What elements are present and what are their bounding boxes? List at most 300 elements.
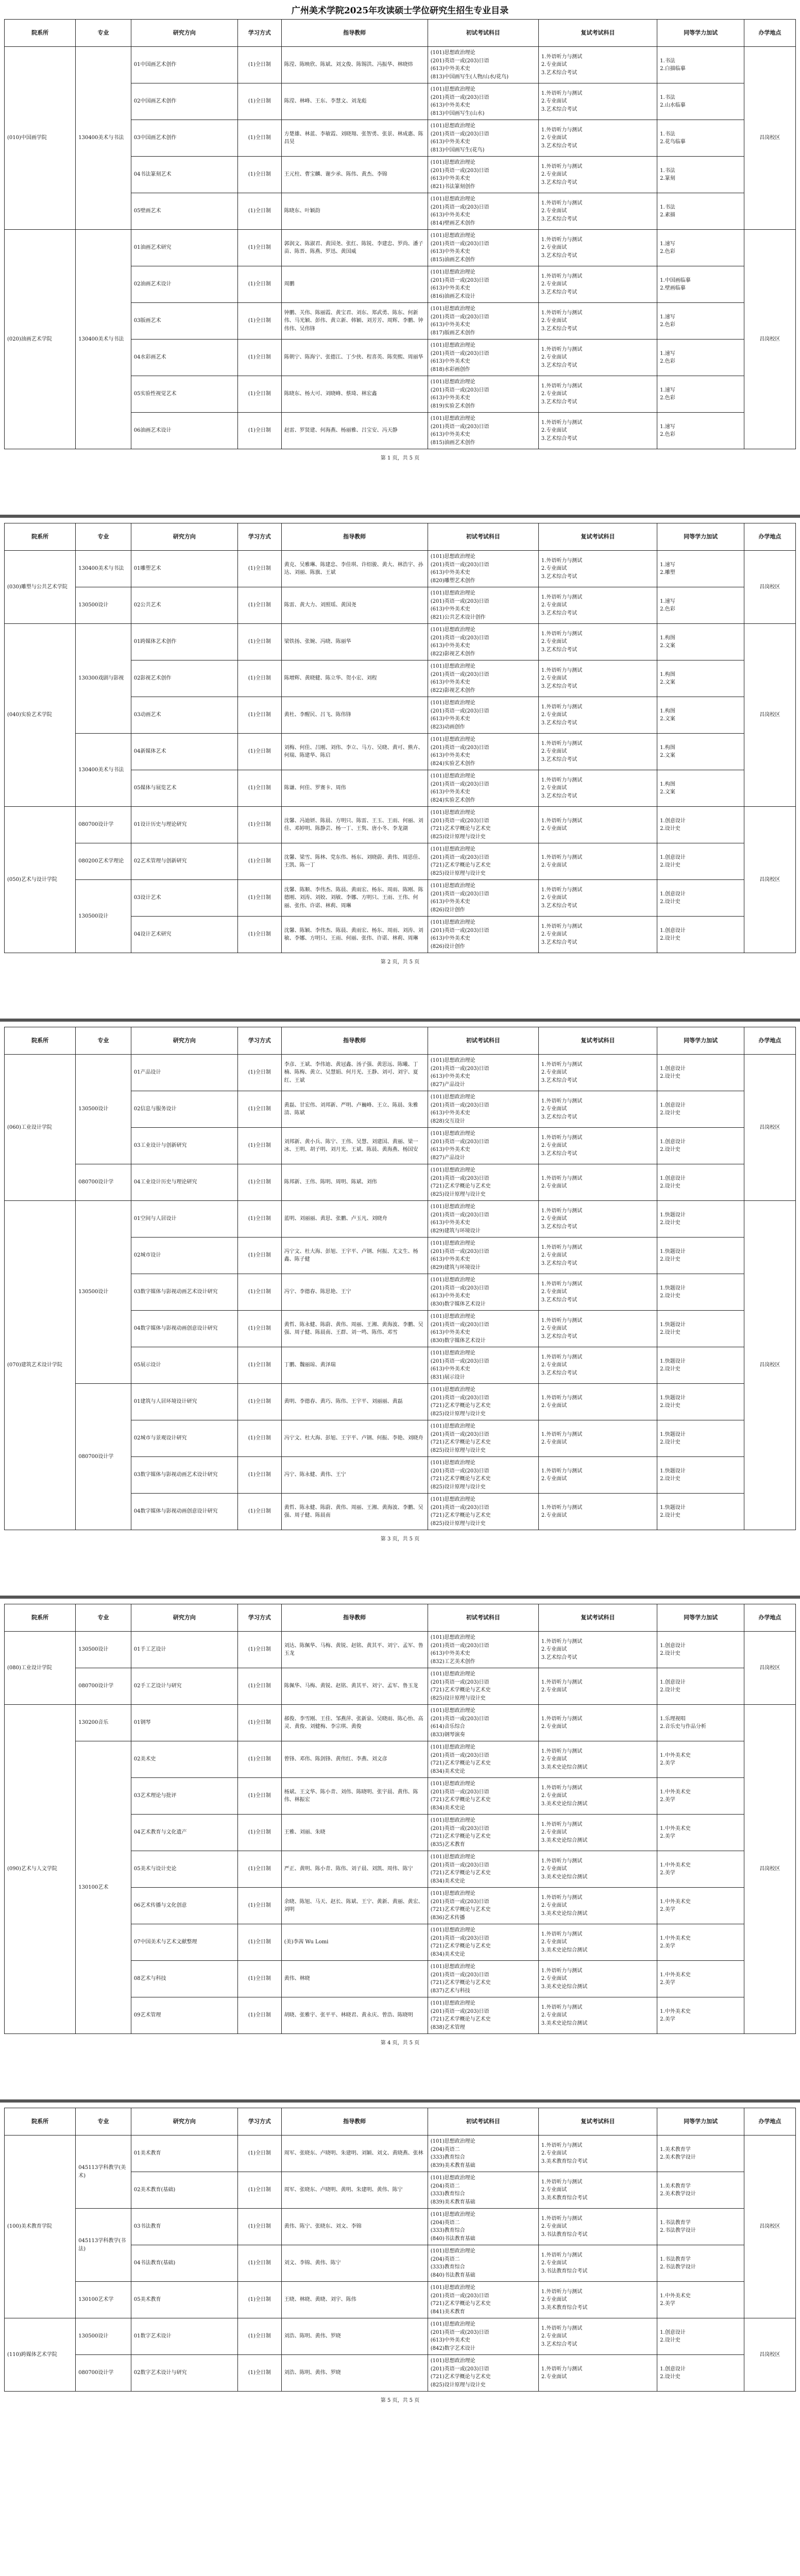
cell-extra-test: 1.速写 2.色彩 <box>657 340 744 376</box>
cell-research-direction: 01设计历史与理论研究 <box>131 807 237 843</box>
cell-retest-subjects: 1.外语听力与测试 2.专业面试 3.艺术综合考试 <box>538 1347 657 1384</box>
cell-campus: 昌岗校区 <box>744 47 796 230</box>
cell-exam-subjects: (101)思想政治理论 (201)英语一或(203)日语 (613)中外美术史 (817)版画艺术创作 <box>428 303 538 340</box>
cell-study-mode: (1)全日制 <box>238 1888 281 1924</box>
cell-research-direction: 04新媒体艺术 <box>131 734 237 770</box>
cell-exam-subjects: (101)思想政治理论 (201)英语一或(203)日语 (613)中外美术史 (832)工艺美术创作 <box>428 1632 538 1668</box>
cell-research-direction: 02数字艺术设计与研究 <box>131 2355 237 2392</box>
cell-study-mode: (1)全日制 <box>238 1741 281 1778</box>
header-research-direction: 研究方向 <box>131 1027 237 1055</box>
cell-research-direction: 03版画艺术 <box>131 303 237 340</box>
header-extra-test: 同等学力加试 <box>657 1604 744 1632</box>
cell-supervisors: 郝俊、李雪刚、王佳、邹燕萍、张新泉、吴晓雨、陈心怡、高灵、黄俊、刘健梅、李宗琪、黄俊 <box>281 1705 428 1741</box>
cell-retest-subjects: 1.外语听力与测试 2.专业面试 <box>538 807 657 843</box>
cell-extra-test: 1.中外美术史 2.美学 <box>657 1741 744 1778</box>
cell-extra-test: 1.中外美术史 2.美学 <box>657 1815 744 1851</box>
cell-study-mode: (1)全日制 <box>238 1997 281 2034</box>
cell-exam-subjects: (101)思想政治理论 (201)英语一或(203)日语 (613)中外美术史 (830)数字媒体艺术设计 <box>428 1311 538 1347</box>
cell-campus: 昌岗校区 <box>744 624 796 807</box>
cell-research-direction: 02油画艺术设计 <box>131 266 237 303</box>
cell-exam-subjects: (101)思想政治理论 (201)英语一或(203)日语 (721)艺术学概论与艺术史 (825)设计原理与设计史 <box>428 1457 538 1494</box>
cell-study-mode: (1)全日制 <box>238 2355 281 2392</box>
cell-exam-subjects: (101)思想政治理论 (201)英语一或(203)日语 (721)艺术学概论与艺术史 (838)艺术管理 <box>428 1997 538 2034</box>
table-row <box>5 1384 796 1420</box>
cell-extra-test: 1.构图 2.文案 <box>657 624 744 660</box>
cell-extra-test: 1.中外美术史 2.美学 <box>657 1888 744 1924</box>
cell-study-mode: (1)全日制 <box>238 83 281 120</box>
table-row <box>5 587 796 624</box>
cell-exam-subjects: (101)思想政治理论 (201)英语一或(203)日语 (613)中外美术史 (842)数字艺术设计 <box>428 2318 538 2355</box>
cell-retest-subjects: 1.外语听力与测试 2.专业面试 3.美术史论综合测试 <box>538 1924 657 1961</box>
header-research-direction: 研究方向 <box>131 1604 237 1632</box>
cell-retest-subjects: 1.外语听力与测试 2.专业面试 3.艺术综合考试 <box>538 2318 657 2355</box>
cell-supervisors: 刘梅、何佳、吕刚、刘伟、李立、马方、吴晓、黄可、熊卉、何瑞、陈建华、陈启 <box>281 734 428 770</box>
cell-exam-subjects: (101)思想政治理论 (201)英语一或(203)日语 (613)中外美术史 (827)产品设计 <box>428 1128 538 1164</box>
cell-extra-test: 1.创意设计 2.设计史 <box>657 1128 744 1164</box>
cell-extra-test: 1.中外美术史 2.美学 <box>657 1997 744 2034</box>
header-supervisors: 指导教师 <box>281 20 428 47</box>
catalog-page-2 <box>0 518 800 969</box>
cell-research-direction: 05媒体与展览艺术 <box>131 770 237 807</box>
cell-retest-subjects: 1.外语听力与测试 2.专业面试 3.艺术综合考试 <box>538 376 657 413</box>
cell-extra-test: 1.速写 2.色彩 <box>657 413 744 449</box>
cell-research-direction: 03书法教育 <box>131 2209 237 2245</box>
cell-retest-subjects: 1.外语听力与测试 2.专业面试 3.艺术综合考试 <box>538 157 657 193</box>
cell-research-direction: 04水彩画艺术 <box>131 340 237 376</box>
header-major: 专业 <box>76 1604 131 1632</box>
cell-supervisors: 黄明、李德春、黄巧、陈伟、王宇平、刘丽丽、黄磊 <box>281 1384 428 1420</box>
cell-retest-subjects: 1.外语听力与测试 2.专业面试 3.美术史论综合测试 <box>538 1997 657 2034</box>
cell-campus: 昌岗校区 <box>744 1632 796 1705</box>
cell-exam-subjects: (101)思想政治理论 (201)英语一或(203)日语 (613)中外美术史 (813)中国画写生(人物/山水/花鸟) <box>428 47 538 83</box>
cell-retest-subjects: 1.外语听力与测试 2.专业面试 3.艺术综合考试 <box>538 1238 657 1274</box>
catalog-table <box>4 1604 796 2034</box>
cell-exam-subjects: (101)思想政治理论 (201)英语一或(203)日语 (613)中外美术史 (815)油画艺术创作 <box>428 230 538 266</box>
cell-study-mode: (1)全日制 <box>238 230 281 266</box>
cell-retest-subjects: 1.外语听力与测试 2.专业面试 3.艺术综合考试 <box>538 1632 657 1668</box>
cell-extra-test: 1.创意设计 2.设计史 <box>657 843 744 880</box>
cell-exam-subjects: (101)思想政治理论 (201)英语一或(203)日语 (613)中外美术史 (813)中国画写生(花鸟) <box>428 120 538 157</box>
cell-extra-test: 1.构图 2.文案 <box>657 770 744 807</box>
cell-supervisors: 陈滢、林峰、王东、李慧文、刘龙彪 <box>281 83 428 120</box>
cell-supervisors: 严正、黄明、陈小青、陈伟、刘子晨、刘凯、周伟、陈宁 <box>281 1851 428 1888</box>
header-campus: 办学地点 <box>744 1604 796 1632</box>
cell-study-mode: (1)全日制 <box>238 1164 281 1201</box>
cell-supervisors: 冯宁文、杜大海、彭旭、王宇平、卢钢、何振、李艳、刘晓舟 <box>281 1420 428 1457</box>
cell-extra-test: 1.快题设计 2.设计史 <box>657 1201 744 1238</box>
cell-extra-test: 1.书法教育学 2.书法教学设计 <box>657 2209 744 2245</box>
cell-extra-test: 1.书法 2.篆刻 <box>657 157 744 193</box>
cell-campus: 昌岗校区 <box>744 807 796 953</box>
cell-study-mode: (1)全日制 <box>238 376 281 413</box>
cell-study-mode: (1)全日制 <box>238 1347 281 1384</box>
cell-department: (010)中国画学院 <box>5 47 76 230</box>
cell-supervisors: 梁铁扬、张婉、冯晓、陈丽华 <box>281 624 428 660</box>
header-retest-subjects: 复试考试科目 <box>538 2108 657 2136</box>
cell-extra-test: 1.中外美术史 2.美学 <box>657 1851 744 1888</box>
cell-research-direction: 05美术教育 <box>131 2282 237 2318</box>
cell-research-direction: 03设计艺术 <box>131 880 237 917</box>
cell-major: 130400美术与书法 <box>76 47 131 230</box>
cell-retest-subjects: 1.外语听力与测试 2.专业面试 3.书法教育综合考试 <box>538 2245 657 2282</box>
cell-retest-subjects: 1.外语听力与测试 2.专业面试 3.艺术综合考试 <box>538 1274 657 1311</box>
cell-extra-test: 1.构图 2.文案 <box>657 734 744 770</box>
cell-research-direction: 03数字媒体与影视动画艺术设计研究 <box>131 1274 237 1311</box>
cell-campus: 昌岗校区 <box>744 2136 796 2318</box>
cell-supervisors: 刘浩、陈明、黄伟、罗晓 <box>281 2318 428 2355</box>
cell-retest-subjects: 1.外语听力与测试 2.专业面试 3.艺术综合考试 <box>538 660 657 697</box>
cell-extra-test: 1.构图 2.文案 <box>657 697 744 734</box>
table-row <box>5 880 796 917</box>
table-row <box>5 2209 796 2245</box>
cell-department: (100)美术教育学院 <box>5 2136 76 2318</box>
cell-study-mode: (1)全日制 <box>238 1668 281 1705</box>
cell-study-mode: (1)全日制 <box>238 807 281 843</box>
cell-major: 130300戏剧与影视 <box>76 624 131 734</box>
cell-study-mode: (1)全日制 <box>238 1815 281 1851</box>
header-major: 专业 <box>76 2108 131 2136</box>
header-study-mode: 学习方式 <box>238 523 281 551</box>
header-study-mode: 学习方式 <box>238 2108 281 2136</box>
header-study-mode: 学习方式 <box>238 20 281 47</box>
cell-retest-subjects: 1.外语听力与测试 2.专业面试 3.艺术综合考试 <box>538 1311 657 1347</box>
table-row <box>5 1055 796 1091</box>
cell-exam-subjects: (101)思想政治理论 (201)英语一或(203)日语 (613)中外美术史 (830)数字媒体艺术设计 <box>428 1274 538 1311</box>
cell-research-direction: 04工业设计历史与理论研究 <box>131 1164 237 1201</box>
cell-supervisors: 王雅、刘丽、朱晓 <box>281 1815 428 1851</box>
cell-study-mode: (1)全日制 <box>238 1420 281 1457</box>
cell-research-direction: 01建筑与人居环境设计研究 <box>131 1384 237 1420</box>
header-exam-subjects: 初试考试科目 <box>428 1604 538 1632</box>
cell-research-direction: 06艺术传播与文化创意 <box>131 1888 237 1924</box>
table-row <box>5 551 796 587</box>
cell-research-direction: 01雕塑艺术 <box>131 551 237 587</box>
cell-retest-subjects: 1.外语听力与测试 2.专业面试 <box>538 2355 657 2392</box>
header-study-mode: 学习方式 <box>238 1604 281 1632</box>
cell-department: (080)工业设计学院 <box>5 1632 76 1705</box>
cell-research-direction: 02美术教育(基础) <box>131 2172 237 2209</box>
cell-supervisors: 胡晓、张雅宇、张平平、林晓君、黄永庆、曾浩、陈晓明 <box>281 1997 428 2034</box>
cell-supervisors: 刘邦新、黄小兵、陈宁、王伟、吴慧、刘建国、黄丽、梁一冰、王明、胡子明、刘月光、王斌、陈晨、黄海燕、杨国安 <box>281 1128 428 1164</box>
table-row <box>5 1164 796 1201</box>
cell-exam-subjects: (101)思想政治理论 (201)英语一或(203)日语 (613)中外美术史 (814)壁画艺术创作 <box>428 193 538 230</box>
cell-study-mode: (1)全日制 <box>238 660 281 697</box>
cell-retest-subjects: 1.外语听力与测试 2.专业面试 <box>538 1705 657 1741</box>
cell-research-direction: 04数字媒体与影视动画创意设计研究 <box>131 1311 237 1347</box>
header-study-mode: 学习方式 <box>238 1027 281 1055</box>
cell-retest-subjects: 1.外语听力与测试 2.专业面试 3.艺术综合考试 <box>538 734 657 770</box>
cell-retest-subjects: 1.外语听力与测试 2.专业面试 3.艺术综合考试 <box>538 1055 657 1091</box>
cell-research-direction: 05壁画艺术 <box>131 193 237 230</box>
cell-study-mode: (1)全日制 <box>238 1494 281 1530</box>
cell-study-mode: (1)全日制 <box>238 1055 281 1091</box>
cell-major: 130200音乐 <box>76 1705 131 1741</box>
header-major: 专业 <box>76 523 131 551</box>
cell-extra-test: 1.书法 2.白描临摹 <box>657 47 744 83</box>
cell-retest-subjects: 1.外语听力与测试 2.专业面试 3.艺术综合考试 <box>538 587 657 624</box>
cell-major: 080700设计学 <box>76 1384 131 1530</box>
table-header-row <box>5 523 796 551</box>
header-retest-subjects: 复试考试科目 <box>538 20 657 47</box>
cell-department: (040)实验艺术学院 <box>5 624 76 807</box>
cell-research-direction: 01油画艺术研究 <box>131 230 237 266</box>
table-row <box>5 843 796 880</box>
cell-retest-subjects: 1.外语听力与测试 2.专业面试 3.艺术综合考试 <box>538 697 657 734</box>
cell-study-mode: (1)全日制 <box>238 1274 281 1311</box>
catalog-table <box>4 19 796 449</box>
cell-research-direction: 01跨媒体艺术创作 <box>131 624 237 660</box>
cell-major: 130400美术与书法 <box>76 551 131 587</box>
table-row <box>5 1632 796 1668</box>
cell-exam-subjects: (101)思想政治理论 (201)英语一或(203)日语 (613)中外美术史 (823)动画创作 <box>428 697 538 734</box>
cell-retest-subjects: 1.外语听力与测试 2.专业面试 3.美术史论综合测试 <box>538 1815 657 1851</box>
cell-extra-test: 1.书法 2.山水临摹 <box>657 83 744 120</box>
cell-supervisors: 曾锋、邓伟、陈剑锋、黄伟红、李燕、刘文彦 <box>281 1741 428 1778</box>
cell-exam-subjects: (101)思想政治理论 (201)英语一或(203)日语 (613)中外美术史 (824)实验艺术创作 <box>428 770 538 807</box>
cell-exam-subjects: (101)思想政治理论 (201)英语一或(203)日语 (721)艺术学概论与艺术史 (834)美术史论 <box>428 1924 538 1961</box>
cell-retest-subjects: 1.外语听力与测试 2.专业面试 3.艺术综合考试 <box>538 340 657 376</box>
cell-research-direction: 03工业设计与创新研究 <box>131 1128 237 1164</box>
header-department: 院系所 <box>5 20 76 47</box>
page-number: 第 5 页，共 5 页 <box>380 2398 420 2403</box>
cell-retest-subjects: 1.外语听力与测试 2.专业面试 3.艺术综合考试 <box>538 880 657 917</box>
header-campus: 办学地点 <box>744 523 796 551</box>
cell-research-direction: 03动画艺术 <box>131 697 237 734</box>
cell-extra-test: 1.创意设计 2.设计史 <box>657 2355 744 2392</box>
header-major: 专业 <box>76 1027 131 1055</box>
cell-supervisors: 黄杜、李醒民、吕飞、陈伟锋 <box>281 697 428 734</box>
cell-retest-subjects: 1.外语听力与测试 2.专业面试 3.美术教育综合考试 <box>538 2282 657 2318</box>
cell-supervisors: 陈雷、黄大力、刘照瑶、黄国尧 <box>281 587 428 624</box>
cell-supervisors: 黄克、吴雅琳、陈建忠、李佳琪、许绍骏、黄大、林浩宇、孙达、刘丽、陈旗、王斌 <box>281 551 428 587</box>
cell-supervisors: 钟鹏、关伟、陈丽霞、黄宝君、刘东、郑武勇、陈东、何新伟、马光颖、彭伟、黄立新、韩颖、刘芳芳、周辉、李鹏、钟伟伟、吴伟锋 <box>281 303 428 340</box>
cell-retest-subjects: 1.外语听力与测试 2.专业面试 3.艺术综合考试 <box>538 266 657 303</box>
cell-supervisors: 黄伟、陈宁、张晓东、刘文、李锦 <box>281 2209 428 2245</box>
cell-research-direction: 02手工艺设计与研究 <box>131 1668 237 1705</box>
cell-extra-test: 1.书法 2.花鸟临摹 <box>657 120 744 157</box>
cell-retest-subjects: 1.外语听力与测试 2.专业面试 <box>538 1457 657 1494</box>
cell-extra-test: 1.创意设计 2.设计史 <box>657 917 744 953</box>
cell-major: 130500设计 <box>76 1632 131 1668</box>
cell-research-direction: 03数字媒体与影视动画艺术设计研究 <box>131 1457 237 1494</box>
table-row <box>5 2355 796 2392</box>
cell-campus: 昌岗校区 <box>744 1705 796 2034</box>
cell-exam-subjects: (101)思想政治理论 (201)英语一或(203)日语 (721)艺术学概论与艺术史 (834)美术史论 <box>428 1778 538 1815</box>
cell-study-mode: (1)全日制 <box>238 1201 281 1238</box>
page-number: 第 1 页，共 5 页 <box>380 455 420 461</box>
table-row <box>5 1705 796 1741</box>
cell-study-mode: (1)全日制 <box>238 340 281 376</box>
cell-major: 080700设计学 <box>76 1668 131 1705</box>
cell-extra-test: 1.速写 2.色彩 <box>657 230 744 266</box>
header-campus: 办学地点 <box>744 1027 796 1055</box>
cell-major: 080700设计学 <box>76 2355 131 2392</box>
cell-extra-test: 1.书法 2.素描 <box>657 193 744 230</box>
cell-extra-test: 1.快题设计 2.设计史 <box>657 1347 744 1384</box>
cell-supervisors: 冯宁文、杜大海、彭旭、王宇平、卢钢、何振、尤文生、杨鑫、陈子健 <box>281 1238 428 1274</box>
catalog-table <box>4 523 796 953</box>
cell-study-mode: (1)全日制 <box>238 1457 281 1494</box>
cell-supervisors: 陈邦新、王伟、陈明、周明、陈斌、刘伟 <box>281 1164 428 1201</box>
header-department: 院系所 <box>5 2108 76 2136</box>
table-header-row <box>5 2108 796 2136</box>
cell-research-direction: 02城市设计 <box>131 1238 237 1274</box>
header-campus: 办学地点 <box>744 20 796 47</box>
cell-research-direction: 07中国美术与艺术文献整理 <box>131 1924 237 1961</box>
cell-exam-subjects: (101)思想政治理论 (204)英语二 (333)教育综合 (839)美术教育基础 <box>428 2172 538 2209</box>
header-extra-test: 同等学力加试 <box>657 523 744 551</box>
cell-exam-subjects: (101)思想政治理论 (201)英语一或(203)日语 (613)中外美术史 (820)雕塑艺术创作 <box>428 551 538 587</box>
cell-research-direction: 02信息与服务设计 <box>131 1091 237 1128</box>
header-supervisors: 指导教师 <box>281 523 428 551</box>
catalog-page-1 <box>0 0 800 465</box>
cell-supervisors: 冯宁、陈永健、黄伟、王宁 <box>281 1457 428 1494</box>
cell-supervisors: 刘文、李锦、黄伟、陈宁 <box>281 2245 428 2282</box>
cell-research-direction: 03中国画艺术创作 <box>131 120 237 157</box>
catalog-table <box>4 2108 796 2392</box>
cell-retest-subjects: 1.外语听力与测试 2.专业面试 3.艺术综合考试 <box>538 230 657 266</box>
header-supervisors: 指导教师 <box>281 2108 428 2136</box>
cell-research-direction: 05美术与设计史论 <box>131 1851 237 1888</box>
cell-exam-subjects: (101)思想政治理论 (201)英语一或(203)日语 (613)中外美术史 (826)设计创作 <box>428 917 538 953</box>
page-number: 第 2 页，共 5 页 <box>380 959 420 965</box>
cell-extra-test: 1.创意设计 2.设计史 <box>657 880 744 917</box>
table-row <box>5 1668 796 1705</box>
cell-supervisors: 冯宁、李德春、陈思艳、王宁 <box>281 1274 428 1311</box>
header-supervisors: 指导教师 <box>281 1027 428 1055</box>
cell-supervisors: 王元柱、曹宝麟、谢少承、陈伟、黄杰、李锦 <box>281 157 428 193</box>
page-gap <box>0 2050 800 2099</box>
cell-extra-test: 1.快题设计 2.设计史 <box>657 1420 744 1457</box>
cell-department: (110)跨媒体艺术学院 <box>5 2318 76 2392</box>
cell-supervisors: 陈朝宁、陈海宁、张德江、丁少侠、程喜英、陈奕熙、周丽华 <box>281 340 428 376</box>
cell-supervisors: 周军、张晓东、卢晓明、朱建明、刘颖、刘文、黄晓燕、张林 <box>281 2136 428 2172</box>
cell-research-direction: 04书法篆刻艺术 <box>131 157 237 193</box>
cell-retest-subjects: 1.外语听力与测试 2.专业面试 3.艺术综合考试 <box>538 770 657 807</box>
table-row <box>5 807 796 843</box>
cell-supervisors: 方楚雄、林蓝、李敏霞、刘晓翔、张智勇、张景、林成惠、陈昌昊 <box>281 120 428 157</box>
cell-exam-subjects: (101)思想政治理论 (201)英语一或(203)日语 (721)艺术学概论与艺术史 (835)艺术教育 <box>428 1815 538 1851</box>
cell-extra-test: 1.创意设计 2.设计史 <box>657 2318 744 2355</box>
cell-retest-subjects: 1.外语听力与测试 2.专业面试 3.美术史论综合测试 <box>538 1961 657 1997</box>
table-row <box>5 230 796 266</box>
cell-exam-subjects: (101)思想政治理论 (201)英语一或(203)日语 (721)艺术学概论与艺术史 (837)艺术与科技 <box>428 1961 538 1997</box>
cell-supervisors: 周军、张晓东、卢晓明、黄明、朱建明、黄伟、陈宁 <box>281 2172 428 2209</box>
cell-retest-subjects: 1.外语听力与测试 2.专业面试 3.艺术综合考试 <box>538 1091 657 1128</box>
cell-extra-test: 1.乐理视唱 2.音乐史与作品分析 <box>657 1705 744 1741</box>
cell-retest-subjects: 1.外语听力与测试 2.专业面试 3.艺术综合考试 <box>538 47 657 83</box>
cell-retest-subjects: 1.外语听力与测试 2.专业面试 3.艺术综合考试 <box>538 624 657 660</box>
table-row <box>5 624 796 660</box>
header-campus: 办学地点 <box>744 2108 796 2136</box>
cell-exam-subjects: (101)思想政治理论 (201)英语一或(203)日语 (613)中外美术史 (829)建筑与环境设计 <box>428 1201 538 1238</box>
cell-retest-subjects: 1.外语听力与测试 2.专业面试 3.艺术综合考试 <box>538 1201 657 1238</box>
cell-major: 130400美术与书法 <box>76 230 131 449</box>
cell-major: 080700设计学 <box>76 807 131 843</box>
cell-extra-test: 1.速写 2.雕塑 <box>657 551 744 587</box>
cell-extra-test: 1.构图 2.文案 <box>657 660 744 697</box>
cell-study-mode: (1)全日制 <box>238 2245 281 2282</box>
cell-study-mode: (1)全日制 <box>238 551 281 587</box>
cell-extra-test: 1.快题设计 2.设计史 <box>657 1238 744 1274</box>
header-retest-subjects: 复试考试科目 <box>538 1604 657 1632</box>
cell-exam-subjects: (101)思想政治理论 (201)英语一或(203)日语 (613)中外美术史 (819)实验艺术创作 <box>428 376 538 413</box>
cell-study-mode: (1)全日制 <box>238 157 281 193</box>
cell-extra-test: 1.快题设计 2.设计史 <box>657 1457 744 1494</box>
table-row <box>5 2282 796 2318</box>
table-row <box>5 47 796 83</box>
cell-retest-subjects: 1.外语听力与测试 2.专业面试 3.美术教育综合考试 <box>538 2136 657 2172</box>
cell-extra-test: 1.速写 2.色彩 <box>657 303 744 340</box>
cell-supervisors: 王晓、林晓、黄晓、刘宇、陈伟 <box>281 2282 428 2318</box>
header-retest-subjects: 复试考试科目 <box>538 1027 657 1055</box>
cell-retest-subjects: 1.外语听力与测试 2.专业面试 3.艺术综合考试 <box>538 413 657 449</box>
header-major: 专业 <box>76 20 131 47</box>
cell-research-direction: 04书法教育(基础) <box>131 2245 237 2282</box>
cell-study-mode: (1)全日制 <box>238 303 281 340</box>
cell-campus: 昌岗校区 <box>744 2318 796 2392</box>
cell-major: 130400美术与书法 <box>76 734 131 807</box>
cell-supervisors: 陈增辉、黄晓健、陈立华、贺小宏、刘程 <box>281 660 428 697</box>
header-research-direction: 研究方向 <box>131 20 237 47</box>
cell-research-direction: 04数字媒体与影视动画创意设计研究 <box>131 1494 237 1530</box>
cell-study-mode: (1)全日制 <box>238 734 281 770</box>
cell-supervisors: 陈晓东、叶颖韵 <box>281 193 428 230</box>
cell-exam-subjects: (101)思想政治理论 (201)英语一或(203)日语 (613)中外美术史 (816)油画艺术设计 <box>428 266 538 303</box>
cell-supervisors: 刘浩、陈明、黄伟、罗晓 <box>281 2355 428 2392</box>
cell-study-mode: (1)全日制 <box>238 2136 281 2172</box>
cell-campus: 昌岗校区 <box>744 551 796 624</box>
table-row <box>5 734 796 770</box>
cell-campus: 昌岗校区 <box>744 230 796 449</box>
cell-exam-subjects: (101)思想政治理论 (201)英语一或(203)日语 (721)艺术学概论与艺术史 (825)设计原理与设计史 <box>428 1668 538 1705</box>
cell-retest-subjects: 1.外语听力与测试 2.专业面试 <box>538 1668 657 1705</box>
table-header-row <box>5 20 796 47</box>
cell-study-mode: (1)全日制 <box>238 2318 281 2355</box>
cell-exam-subjects: (101)思想政治理论 (201)英语一或(203)日语 (613)中外美术史 (827)产品设计 <box>428 1055 538 1091</box>
cell-research-direction: 09艺术管理 <box>131 1997 237 2034</box>
cell-major: 080200艺术学理论 <box>76 843 131 880</box>
cell-retest-subjects: 1.外语听力与测试 2.专业面试 3.美术史论综合测试 <box>538 1778 657 1815</box>
cell-campus: 昌岗校区 <box>744 1055 796 1201</box>
cell-research-direction: 02城市与景观设计研究 <box>131 1420 237 1457</box>
cell-research-direction: 02公共艺术 <box>131 587 237 624</box>
page-number: 第 3 页，共 5 页 <box>380 1536 420 1542</box>
cell-research-direction: 06油画艺术设计 <box>131 413 237 449</box>
cell-supervisors: 蓝明、刘丽丽、黄思、张鹏、卢玉凡、刘晓舟 <box>281 1201 428 1238</box>
cell-research-direction: 02美术史 <box>131 1741 237 1778</box>
cell-research-direction: 04设计艺术研究 <box>131 917 237 953</box>
cell-supervisors: 丁鹏、魏丽琼、黄泽瑞 <box>281 1347 428 1384</box>
cell-research-direction: 01数字艺术设计 <box>131 2318 237 2355</box>
cell-retest-subjects: 1.外语听力与测试 2.专业面试 <box>538 843 657 880</box>
cell-exam-subjects: (101)思想政治理论 (201)英语一或(203)日语 (613)中外美术史 (822)影视艺术创作 <box>428 624 538 660</box>
cell-exam-subjects: (101)思想政治理论 (201)英语一或(203)日语 (613)中外美术史 (821)公共艺术设计创作 <box>428 587 538 624</box>
cell-exam-subjects: (101)思想政治理论 (201)英语一或(203)日语 (614)音乐综合 (833)钢琴演奏 <box>428 1705 538 1741</box>
cell-research-direction: 01钢琴 <box>131 1705 237 1741</box>
page-number: 第 4 页，共 5 页 <box>380 2040 420 2046</box>
cell-retest-subjects: 1.外语听力与测试 2.专业面试 3.美术教育综合考试 <box>538 2172 657 2209</box>
cell-major: 130500设计 <box>76 880 131 953</box>
cell-supervisors: 沈馨、陈颖、李伟杰、陈晨、黄雨宏、杨东、周雨、刘涛、刘敏、李娜、方明只、王雨、何丽、张伟、许诺、林莉、周琳 <box>281 917 428 953</box>
cell-exam-subjects: (101)思想政治理论 (201)英语一或(203)日语 (721)艺术学概论与艺术史 (825)设计原理与设计史 <box>428 2355 538 2392</box>
cell-study-mode: (1)全日制 <box>238 1632 281 1668</box>
cell-extra-test: 1.美术教育学 2.美术教学设计 <box>657 2136 744 2172</box>
header-exam-subjects: 初试考试科目 <box>428 20 538 47</box>
cell-research-direction: 01空间与人居设计 <box>131 1201 237 1238</box>
cell-extra-test: 1.中外美术史 2.美学 <box>657 1924 744 1961</box>
cell-exam-subjects: (101)思想政治理论 (201)英语一或(203)日语 (721)艺术学概论与艺术史 (825)设计原理与设计史 <box>428 1420 538 1457</box>
